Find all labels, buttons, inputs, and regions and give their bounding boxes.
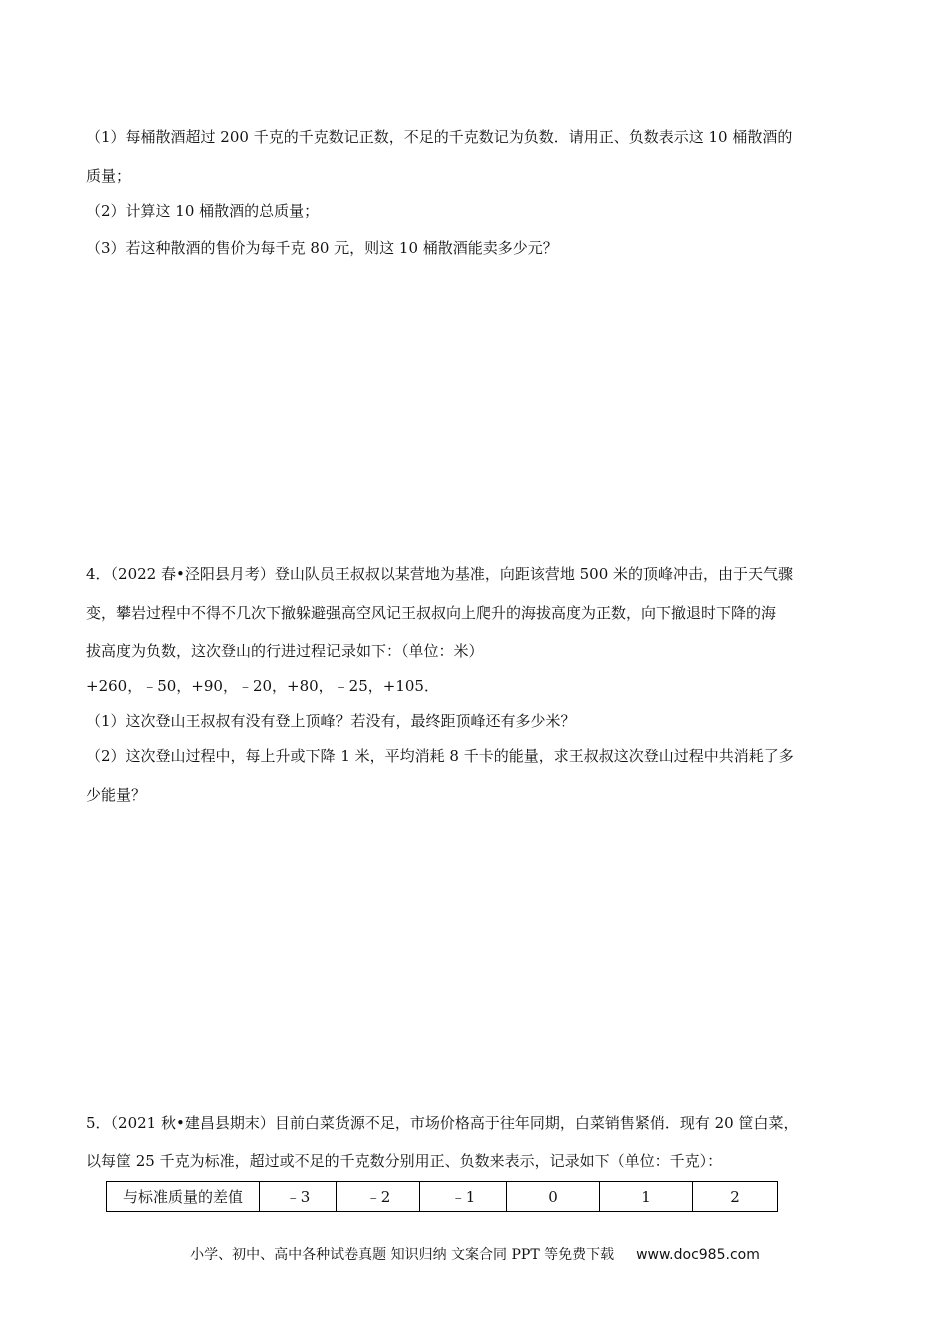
q3-part3: （3）若这种散酒的售价为每千克 80 元，则这 10 桶散酒能卖多少元？ (86, 239, 558, 257)
q4-part2-line1: （2）这次登山过程中，每上升或下降 1 米，平均消耗 8 千卡的能量，求王叔叔这次登山过程中共消耗了多 (86, 747, 794, 765)
footer-site-link[interactable]: www.doc985.com (636, 1247, 760, 1263)
q4-stem-line2: 变，攀岩过程中不得不几次下撤躲避强高空风记王叔叔向上爬升的海拔高度为正数，向下撤退时下降的海 (86, 604, 777, 622)
q5-difference-table (106, 1181, 778, 1212)
q3-part1-line2: 质量； (86, 167, 132, 185)
table-cell: 1 (600, 1182, 693, 1212)
table-cell: ﹣1 (420, 1182, 507, 1212)
q4-part2-line2: 少能量？ (86, 786, 147, 804)
page-footer (0, 1244, 950, 1264)
footer-text: 小学、初中、高中各种试卷真题 知识归纳 文案合同 PPT 等免费下载 (190, 1247, 615, 1263)
table-cell: 0 (507, 1182, 600, 1212)
q5-stem-line2: 以每筐 25 千克为标准，超过或不足的千克数分别用正、负数来表示，记录如下（单位：千克）： (86, 1152, 723, 1170)
q4-stem-line3: 拔高度为负数，这次登山的行进过程记录如下：（单位：米） (86, 642, 484, 660)
table-cell: 2 (693, 1182, 778, 1212)
q4-part1: （1）这次登山王叔叔有没有登上顶峰？若没有，最终距顶峰还有多少米？ (86, 712, 576, 730)
table-cell: ﹣3 (260, 1182, 337, 1212)
table-cell: ﹣2 (337, 1182, 420, 1212)
q3-part1-line1: （1）每桶散酒超过 200 千克的千克数记正数，不足的千克数记为负数．请用正、负数表示这 10 桶散酒的 (86, 128, 793, 146)
q4-stem-line1: 4．（2022 春•泾阳县月考）登山队员王叔叔以某营地为基准，向距该营地 500 米的顶峰冲击，由于天气骤 (86, 565, 794, 583)
q3-part2: （2）计算这 10 桶散酒的总质量； (86, 202, 320, 220)
q5-stem-line1: 5．（2021 秋•建昌县期末）目前白菜货源不足，市场价格高于往年同期，白菜销售紧俏．现有 20 筐白菜， (86, 1114, 799, 1132)
table-header-cell: 与标准质量的差值 (107, 1182, 260, 1212)
table-row (107, 1182, 778, 1212)
q4-record: +260，﹣50，+90，﹣20，+80，﹣25，+105． (86, 677, 439, 695)
